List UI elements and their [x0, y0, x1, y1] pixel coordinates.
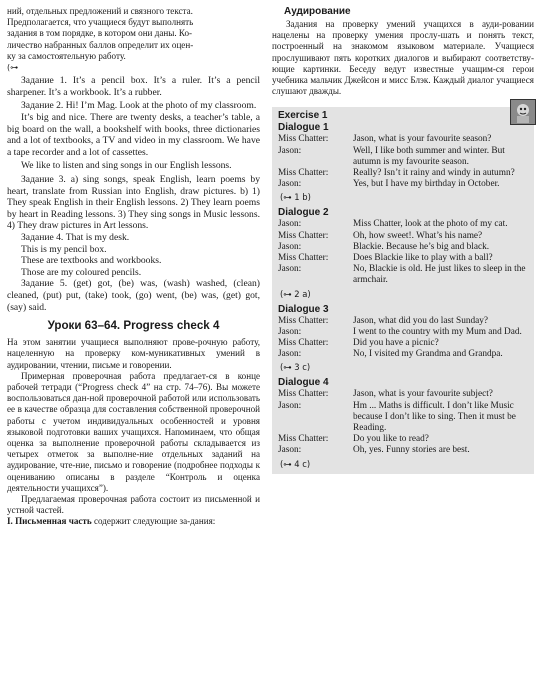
speaker: Jason: [278, 219, 302, 230]
utterance: No, Blackie is old. He just likes to sleep in the armchair. [353, 264, 526, 286]
dialogue-line [278, 349, 528, 360]
task-4-line: These are textbooks and workbooks. [21, 255, 162, 267]
key-icon: (⊶ [7, 63, 19, 73]
utterance: Well, I like both summer and winter. But autumn is my favourite season. [353, 145, 505, 167]
utterance: Jason, what is your favourite season? [353, 134, 492, 145]
speaker: Miss Chatter: [278, 168, 329, 179]
section-paragraph: На этом занятии учащиеся выполняют прове-рочную работу, нацеленную на проверку ком-муникативных умений в аудировании, чтении, письме и говорении. [7, 337, 260, 370]
listening-heading: Аудирование [284, 6, 351, 17]
utterance: Yes, but I have my birthday in October. [353, 179, 500, 190]
speaker: Jason: [278, 400, 302, 411]
speaker: Miss Chatter: [278, 389, 329, 400]
dialogue-line [278, 316, 528, 327]
intro-line: ний, отдельных предложений и связного текста. [7, 6, 193, 16]
speaker: Miss Chatter: [278, 434, 329, 445]
left-column [7, 6, 260, 528]
listening-intro: Задания на проверку умений учащихся в ауди-ровании нацелены на проверку умения прослу-шать и понять текст, построенный на знакомом языковом материале. Учащиеся прослушивают пять коротких диалогов и выбирают соответству-ющие картинки. Беседу ведут известные учащим-ся герои учебника мальчик Джейсон и мисс Блэк. Каждый диалог учащиеся слушают дважды. [272, 19, 534, 97]
intro-line: ку за самостоятельную работу. [7, 50, 126, 61]
task-4: Задание 4. That is my desk. [21, 231, 130, 243]
dialogue-line [278, 253, 528, 264]
utterance: Does Blackie like to play with a ball? [353, 253, 493, 264]
section-heading: Уроки 63–64. Progress check 4 [47, 319, 220, 333]
section-paragraph-written-part [7, 516, 260, 527]
utterance: Miss Chatter, look at the photo of my cat. [353, 219, 508, 230]
utterance: Jason, what is your favourite subject? [353, 389, 493, 400]
exercise-box-wrapper [272, 107, 534, 473]
speaker: Jason: [278, 349, 302, 360]
task-2-end: We like to listen and sing songs in our English lessons. [21, 160, 232, 172]
dialogue-line [278, 327, 528, 338]
task-2: Задание 2. Hi! I’m Mag. Look at the photo of my classroom. [21, 100, 257, 112]
dialogue-title: Dialogue 1 [278, 122, 329, 134]
exercise-box [272, 107, 534, 473]
dialogue-line [278, 389, 528, 400]
speaker: Jason: [278, 445, 302, 456]
speaker: Miss Chatter: [278, 253, 329, 264]
utterance: No, I visited my Grandma and Grandpa. [353, 349, 503, 360]
dialogue-line [278, 168, 528, 179]
utterance: Blackie. Because he’s big and black. [353, 241, 490, 252]
written-part-text: содержит следующие за-дания: [91, 516, 216, 527]
dialogue-line [278, 219, 528, 230]
dialogues-container [278, 122, 528, 468]
utterance: Oh, yes. Funny stories are best. [353, 445, 470, 456]
speaker: Miss Chatter: [278, 315, 329, 326]
speaker: Jason: [278, 326, 302, 337]
utterance: Hm ... Maths is difficult. I don’t like Music because I don’t like to sing. Then it must be Reading. [353, 400, 516, 434]
speaker: Jason: [278, 145, 302, 156]
task-2-body: It’s big and nice. There are twenty desks, a teacher’s table, a big board on the wall, a bookshelf with books, three dictionaries and a lot of textbooks, a TV and video in my classroom. We have a tape recorder and a lot of cassettes. [7, 112, 260, 158]
written-part-label: I. Письменная часть [7, 516, 92, 527]
dialogue-line [278, 231, 528, 242]
utterance: Do you like to read? [353, 434, 429, 445]
task-3: Задание 3. a) sing songs, speak English, learn poems by heart, translate from Russian into English, draw pictures. b) 1) They speak English in their English lessons. 2) They learn poems by heart in Reading lessons. 3) They sing songs in Music lessons. 4) They draw pictures in Art lessons. [7, 173, 260, 232]
dialogue-line [278, 445, 528, 456]
speaker: Jason: [278, 264, 302, 275]
intro-line: задания в том порядке, в котором они даны. Ко- [7, 28, 193, 39]
right-column [272, 6, 534, 474]
dialogue-title: Dialogue 2 [278, 207, 329, 219]
dialogue-line [278, 434, 528, 445]
section-paragraph: Примерная проверочная работа предлагает-ся в конце рабочей тетради (“Progress check 4” на стр. 74–76). Вы можете воспользоваться дан-ной проверочной работой или использовать ее в качестве образца для составления собственной проверочной работы с учетом индивидуальных особенностей и уровня языковой подготовки ваших учащихся. Напоминаем, что общая оценка за выполнение проверочной работы складывается из четырех отметок за выполне-ние отдельных заданий на аудирование, чте-ние, письмо и говорение (подробнее подходы к оцениванию описаны в разделе “Контроль и оценка деятельности учащихся”). [7, 370, 260, 493]
utterance: I went to the country with my Mum and Dad. [353, 326, 522, 337]
task-4-line: Those are my coloured pencils. [21, 266, 142, 278]
answer-key: (⊶ 2 a) [280, 288, 311, 299]
utterance: Jason, what did you do last Sunday? [353, 315, 489, 326]
task-4-line: This is my pencil box. [21, 243, 107, 255]
utterance: Oh, how sweet!. What’s his name? [353, 230, 483, 241]
dialogue-line [278, 242, 528, 253]
section-paragraph: Предлагаемая проверочная работа состоит из письменной и устной частей. [7, 493, 260, 516]
exercise-title: Exercise 1 [278, 110, 328, 122]
answer-key: (⊶ 1 b) [280, 192, 311, 203]
utterance: Did you have a picnic? [353, 338, 439, 349]
dialogue-line [278, 179, 528, 190]
intro-line: личество набранных баллов определит их оцен- [7, 39, 194, 50]
dialogue-line [278, 338, 528, 349]
dialogue-line [278, 146, 528, 168]
dialogue-line [278, 401, 528, 435]
task-1: Задание 1. It’s a pencil box. It’s a ruler. It’s a pencil sharpener. It’s a workbook. It’s a rubber. [7, 75, 260, 98]
answer-key: (⊶ 3 c) [280, 362, 311, 373]
dialogue-line [278, 264, 528, 286]
utterance: Really? Isn’t it rainy and windy in autumn? [353, 168, 515, 179]
dialogue-title: Dialogue 4 [278, 377, 329, 389]
answer-key: (⊶ 4 c) [280, 458, 311, 469]
intro-line: Предполагается, что учащиеся будут выполнять [7, 17, 194, 28]
speaker: Miss Chatter: [278, 230, 329, 241]
listening-character-icon [510, 99, 536, 125]
dialogue-line [278, 134, 528, 145]
task-5: Задание 5. (get) got, (be) was, (wash) washed, (clean) cleaned, (put) put, (take) took, (go) went, (be) was, (get) got, (say) said. [7, 278, 260, 313]
speaker: Jason: [278, 241, 302, 252]
speaker: Miss Chatter: [278, 134, 329, 145]
dialogue-title: Dialogue 3 [278, 303, 329, 315]
speaker: Miss Chatter: [278, 338, 329, 349]
speaker: Jason: [278, 179, 302, 190]
